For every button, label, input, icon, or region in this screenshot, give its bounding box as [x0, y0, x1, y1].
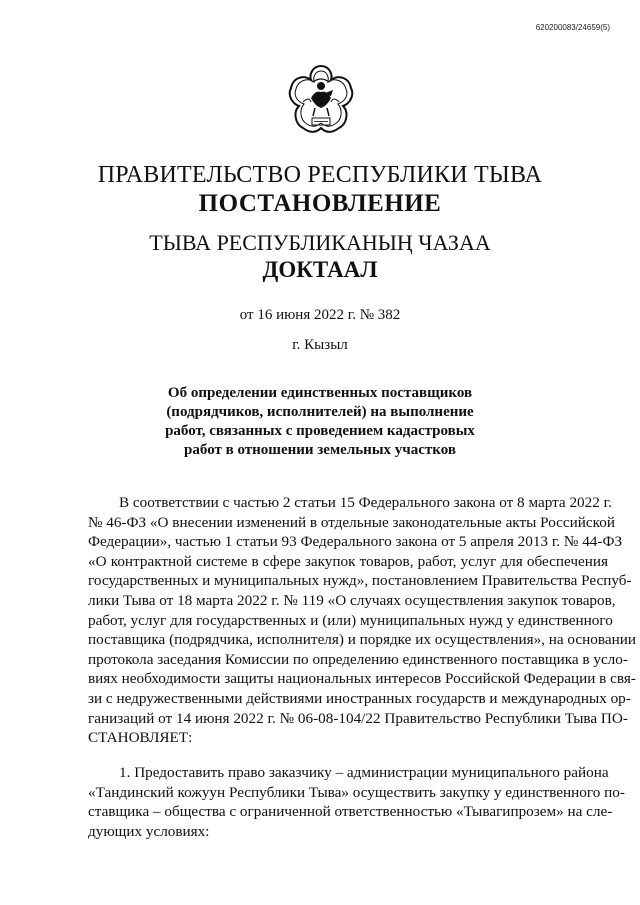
paragraph-line: «Тандинский кожуун Республики Тыва» осуществить закупку у единственного по- [88, 783, 625, 801]
paragraph-line: СТАНОВЛЯЕТ: [88, 729, 193, 747]
subject-line: Об определении единственных поставщиков [167, 385, 473, 401]
paragraph-line: работ, услуг для государственных и (или) муниципальных нужд у единственного [88, 611, 613, 629]
paragraph-line: поставщика (подрядчика, исполнителя) и порядке их осуществления», на основании [88, 631, 636, 649]
decree-city: г. Кызыл [292, 337, 348, 353]
government-title-ru: ПРАВИТЕЛЬСТВО РЕСПУБЛИКИ ТЫВА [97, 162, 543, 188]
paragraph-line: ставщика – общества с ограниченной ответственностью «Тывагипрозем» на сле- [88, 803, 613, 821]
paragraph-line: Федерации», частью 1 статьи 93 Федерального закона от 5 апреля 2013 г. № 44-ФЗ [88, 533, 623, 551]
paragraph-line: лики Тыва от 18 марта 2022 г. № 119 «О случаях осуществления закупок товаров, [88, 591, 616, 609]
subject-line: работ в отношении земельных участков [184, 442, 456, 458]
paragraph-line: «О контрактной системе в сфере закупок товаров, работ, услуг для обеспечения [88, 552, 608, 570]
paragraph-line: зи с недружественными действиями иностранных государств и международных ор- [88, 689, 631, 707]
document-number: 620200083/24659(5) [535, 23, 610, 32]
clause-1-paragraph [88, 763, 625, 841]
paragraph-line: В соответствии с частью 2 статьи 15 Федерального закона от 8 марта 2022 г. [119, 494, 612, 511]
preamble-paragraph [88, 493, 636, 748]
paragraph-line: государственных и муниципальных нужд», постановлением Правительства Респуб- [88, 572, 632, 590]
paragraph-line: протокола заседания Комиссии по определению единственного поставщика в усло- [88, 650, 628, 668]
decree-date: от 16 июня 2022 г. № 382 [239, 307, 401, 323]
paragraph-line: 1. Предоставить право заказчику – администрации муниципального района [119, 764, 609, 781]
decree-subject [0, 384, 640, 460]
decree-title-tyv: ДОКТААЛ [262, 257, 378, 282]
paragraph-line: № 46-ФЗ «О внесении изменений в отдельные законодательные акты Российской [88, 513, 615, 531]
subject-line: (подрядчиков, исполнителей) на выполнение [166, 404, 474, 420]
government-title-tyv: ТЫВА РЕСПУБЛИКАНЫҢ ЧАЗАА [149, 230, 491, 255]
subject-line: работ, связанных с проведением кадастровых [165, 423, 475, 439]
paragraph-line: дующих условиях: [88, 822, 210, 840]
paragraph-line: ганизаций от 14 июня 2022 г. № 06-08-104/22 Правительство Республики Тыва ПО- [88, 709, 628, 727]
decree-title-ru: ПОСТАНОВЛЕНИЕ [198, 190, 442, 217]
paragraph-line: виях необходимости защиты национальных интересов Российской Федерации в свя- [88, 670, 636, 688]
tuva-emblem-icon [285, 62, 357, 142]
